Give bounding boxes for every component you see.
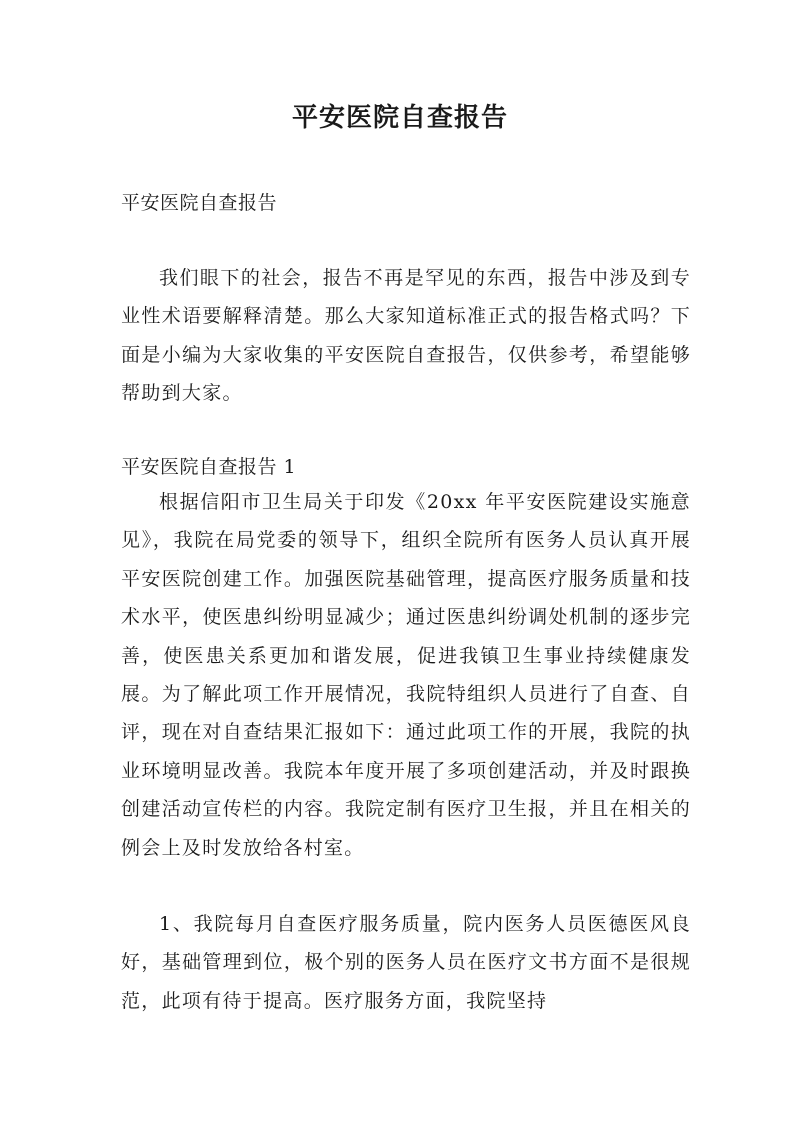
section-1-heading: 平安医院自查报告 1 bbox=[121, 456, 297, 478]
document-title: 平安医院自查报告 bbox=[291, 103, 508, 133]
document-heading: 平安医院自查报告 bbox=[121, 192, 278, 214]
section-1-paragraph-1: 根据信阳市卫生局关于印发《20xx 年平安医院建设实施意见》，我院在局党委的领导下，组织全院所有医务人员认真开展平安医院创建工作。加强医院基础管理，提高医疗服务质量和技术水平，使医患纠纷明显减少；通过医患纠纷调处机制的逐步完善，使医患关系更加和谐发展，促进我镇卫生事业持续健康发展。为了解此项工作开展情况，我院特组织人员进行了自查、自评，现在对自查结果汇报如下：通过此项工作的开展，我院的执业环境明显改善。我院本年度开展了多项创建活动，并及时跟换创建活动宣传栏的内容。我院定制有医疗卫生报，并且在相关的例会上及时发放给各村室。 bbox=[121, 491, 691, 859]
section-1-paragraph-2: 1、我院每月自查医疗服务质量，院内医务人员医德医风良好，基础管理到位，极个别的医务人员在医疗文书方面不是很规范，此项有待于提高。医疗服务方面，我院坚持 bbox=[121, 913, 691, 1012]
intro-paragraph: 我们眼下的社会，报告不再是罕见的东西，报告中涉及到专业性术语要解释清楚。那么大家知道标准正式的报告格式吗？下面是小编为大家收集的平安医院自查报告，仅供参考，希望能够帮助到大家。 bbox=[121, 267, 691, 405]
